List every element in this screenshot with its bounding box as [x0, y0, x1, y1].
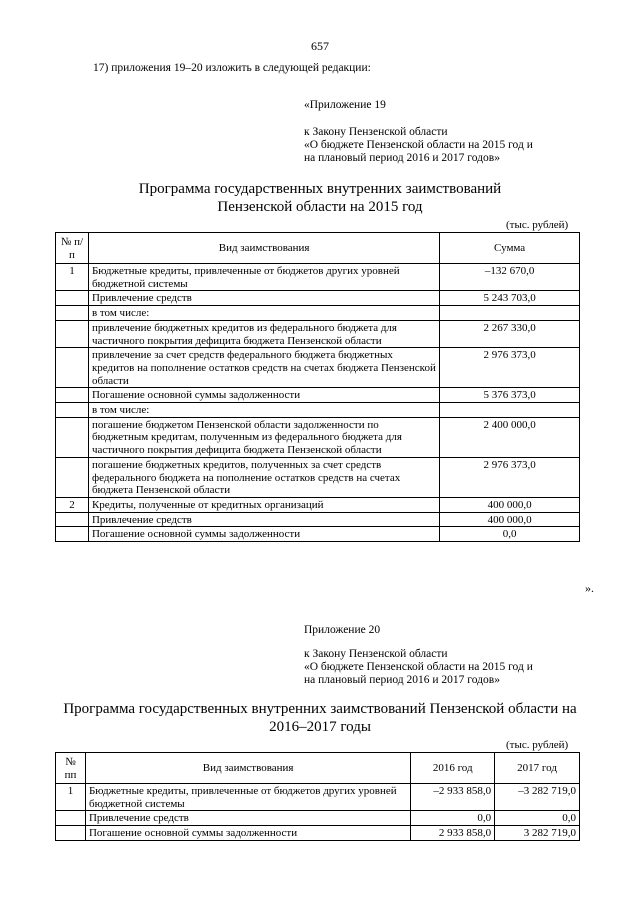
- appendix19-reference: [304, 126, 533, 165]
- appendix19-ref-line: «О бюджете Пензенской области на 2015 год и: [304, 139, 533, 151]
- page-number: 657: [311, 39, 329, 53]
- row-num: [56, 811, 86, 826]
- row-num: [56, 826, 86, 841]
- row-sum: 2 267 330,0: [440, 320, 580, 347]
- header-2017: 2017 год: [495, 753, 580, 784]
- row-sum: 5 243 703,0: [440, 291, 580, 306]
- header-2016: 2016 год: [411, 753, 495, 784]
- row-num: [56, 512, 89, 527]
- appendix20-ref-line: к Закону Пензенской области: [304, 648, 448, 660]
- row-num: 1: [56, 784, 86, 811]
- table-row: [56, 826, 580, 841]
- row-2017: –3 282 719,0: [495, 784, 580, 811]
- table-row: [56, 512, 580, 527]
- row-sum: 0,0: [440, 527, 580, 542]
- row-num: [56, 403, 89, 418]
- row-kind: Бюджетные кредиты, привлеченные от бюджетов других уровней бюджетной системы: [88, 264, 439, 291]
- row-kind: привлечение бюджетных кредитов из федерального бюджета для частичного покрытия дефицита бюджета Пензенской области: [88, 320, 439, 347]
- table-row: [56, 348, 580, 388]
- row-num: [56, 457, 89, 497]
- row-num: [56, 527, 89, 542]
- row-sum: 400 000,0: [440, 497, 580, 512]
- appendix20-ref-line: на плановый период 2016 и 2017 годов»: [304, 674, 500, 686]
- appendix19-table: [55, 232, 580, 542]
- row-kind: Бюджетные кредиты, привлеченные от бюджетов других уровней бюджетной системы: [85, 784, 410, 811]
- row-num: [56, 348, 89, 388]
- appendix19-title: [0, 180, 640, 216]
- appendix20-reference: [304, 648, 533, 687]
- appendix20-title-line: 2016–2017 годы: [269, 719, 371, 735]
- header-num: № п/п: [56, 233, 89, 264]
- row-2016: 2 933 858,0: [411, 826, 495, 841]
- row-kind: погашение бюджетных кредитов, полученных за счет средств федерального бюджета на пополнение остатков средств на счетах бюджета Пензенской области: [88, 457, 439, 497]
- appendix20-heading: Приложение 20: [304, 624, 381, 636]
- row-kind: Привлечение средств: [88, 291, 439, 306]
- row-sum: 2 976 373,0: [440, 457, 580, 497]
- table-header-row: [56, 753, 580, 784]
- row-kind: Погашение основной суммы задолженности: [85, 826, 410, 841]
- appendix19-ref-line: к Закону Пензенской области: [304, 126, 448, 138]
- row-sum: 400 000,0: [440, 512, 580, 527]
- row-num: [56, 388, 89, 403]
- table-row: [56, 417, 580, 457]
- header-kind: Вид заимствования: [85, 753, 410, 784]
- row-kind: Кредиты, полученные от кредитных организаций: [88, 497, 439, 512]
- table-row: [56, 811, 580, 826]
- appendix19-heading: «Приложение 19: [304, 99, 386, 111]
- row-num: [56, 291, 89, 306]
- row-sum: [440, 306, 580, 321]
- intro-line: 17) приложения 19–20 изложить в следующей редакции:: [93, 62, 371, 74]
- appendix20-table: [55, 752, 580, 841]
- table-row: [56, 497, 580, 512]
- table-row: [56, 320, 580, 347]
- row-kind: Погашение основной суммы задолженности: [88, 388, 439, 403]
- closing-quote-mark: ».: [585, 581, 594, 595]
- row-kind: Привлечение средств: [85, 811, 410, 826]
- row-num: [56, 417, 89, 457]
- row-num: 1: [56, 264, 89, 291]
- row-sum: [440, 403, 580, 418]
- table-row: [56, 264, 580, 291]
- row-sum: –132 670,0: [440, 264, 580, 291]
- header-sum: Сумма: [440, 233, 580, 264]
- row-2017: 3 282 719,0: [495, 826, 580, 841]
- row-kind: погашение бюджетом Пензенской области задолженности по бюджетным кредитам, полученным из федерального бюджета для частичного покрытия дефицита бюджета Пензенской области: [88, 417, 439, 457]
- appendix20-title: [0, 700, 640, 736]
- row-kind: Привлечение средств: [88, 512, 439, 527]
- appendix19-title-line: Пензенской области на 2015 год: [217, 199, 423, 215]
- header-kind: Вид заимствования: [88, 233, 439, 264]
- row-sum: 2 400 000,0: [440, 417, 580, 457]
- row-kind: в том числе:: [88, 306, 439, 321]
- appendix20-ref-line: «О бюджете Пензенской области на 2015 год и: [304, 661, 533, 673]
- row-2016: 0,0: [411, 811, 495, 826]
- row-sum: 2 976 373,0: [440, 348, 580, 388]
- appendix20-title-line: Программа государственных внутренних заимствований Пензенской области на: [63, 701, 577, 717]
- row-kind: в том числе:: [88, 403, 439, 418]
- row-sum: 5 376 373,0: [440, 388, 580, 403]
- appendix20-units: (тыс. рублей): [506, 739, 569, 751]
- table-row: [56, 388, 580, 403]
- appendix19-title-line: Программа государственных внутренних заимствований: [138, 181, 502, 197]
- row-kind: Погашение основной суммы задолженности: [88, 527, 439, 542]
- header-num: № пп: [56, 753, 86, 784]
- appendix19-ref-line: на плановый период 2016 и 2017 годов»: [304, 152, 500, 164]
- table-row: [56, 457, 580, 497]
- row-num: 2: [56, 497, 89, 512]
- appendix19-units: (тыс. рублей): [506, 219, 569, 231]
- table-row: [56, 291, 580, 306]
- row-kind: привлечение за счет средств федерального бюджета бюджетных кредитов на пополнение остатков средств на счетах бюджета Пензенской области: [88, 348, 439, 388]
- row-num: [56, 320, 89, 347]
- table-row: [56, 403, 580, 418]
- row-num: [56, 306, 89, 321]
- table-row: [56, 784, 580, 811]
- row-2017: 0,0: [495, 811, 580, 826]
- row-2016: –2 933 858,0: [411, 784, 495, 811]
- table-header-row: [56, 233, 580, 264]
- table-row: [56, 527, 580, 542]
- table-row: [56, 306, 580, 321]
